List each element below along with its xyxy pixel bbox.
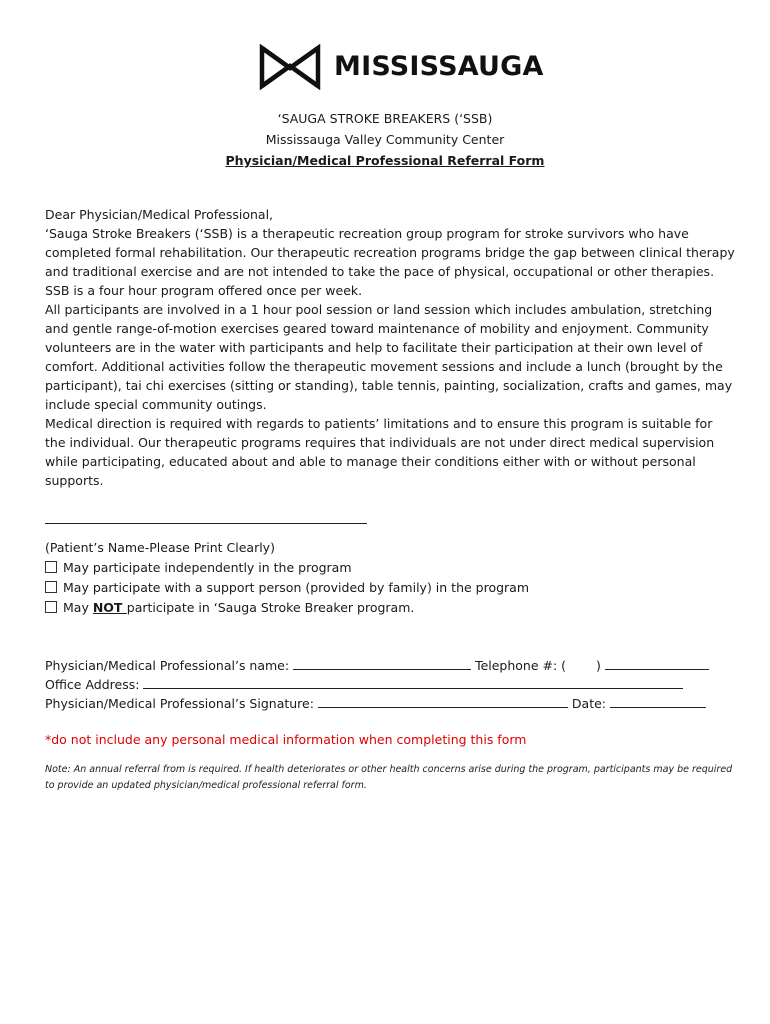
option-label: May participate with a support person (provided by family) in the program	[63, 580, 530, 595]
signature-row	[45, 694, 735, 713]
community-center: Mississauga Valley Community Center	[265, 132, 505, 147]
office-address-label: Office Address:	[45, 677, 140, 692]
telephone-close: )	[596, 658, 601, 673]
date-field[interactable]	[610, 695, 706, 708]
form-header	[0, 108, 770, 171]
paragraph-program: ‘Sauga Stroke Breakers (‘SSB) is a therapeutic recreation group program for stroke survivors who have completed formal rehabilitation. Our therapeutic recreation programs bridge the gap between clinical therapy and traditional exercise and are not intended to take the pace of physical, occupational or other therapies. SSB is a four hour program offered once per week.	[45, 226, 735, 298]
name-phone-row	[45, 656, 735, 675]
physician-fields	[45, 656, 735, 713]
address-row	[45, 675, 735, 694]
checkbox-icon[interactable]	[45, 601, 57, 613]
logo-wordmark: MISSISSAUGA	[334, 51, 544, 82]
paragraph-medical-direction: Medical direction is required with regards to patients’ limitations and to ensure this program is suitable for the individual. Our therapeutic programs requires that individuals are not under direct medical supervision while participating, educated about and able to manage their conditions either with or without personal supports.	[45, 416, 715, 488]
physician-name-label: Physician/Medical Professional’s name:	[45, 658, 290, 673]
option-label-post: participate in ‘Sauga Stroke Breaker program.	[126, 600, 415, 615]
checkbox-icon[interactable]	[45, 581, 57, 593]
salutation: Dear Physician/Medical Professional,	[45, 207, 274, 222]
letter-body	[45, 205, 735, 490]
paragraph-activities: All participants are involved in a 1 hour pool session or land session which includes ambulation, stretching and gentle range-of-motion exercises geared toward maintenance of mobility and enjoyment. Community volunteers are in the water with participants and help to facilitate their participation at their own level of comfort. Additional activities follow the therapeutic movement sessions and include a lunch (brought by the participant), tai chi exercises (sitting or standing), table tennis, painting, socialization, crafts and games, may include special community outings.	[45, 302, 733, 412]
signature-field[interactable]	[318, 695, 568, 708]
option-label-pre: May	[63, 600, 93, 615]
option-independent[interactable]	[45, 558, 529, 578]
date-label: Date:	[571, 696, 607, 711]
referral-note: Note: An annual referral from is required. If health deteriorates or other health concerns arise during the program, participants may be required to provide an updated physician/medical professional referral form.	[45, 764, 733, 791]
mississauga-mark-icon	[258, 44, 322, 90]
physician-name-field[interactable]	[293, 657, 471, 670]
mississauga-logo	[258, 44, 544, 90]
option-label: May participate independently in the program	[63, 560, 352, 575]
patient-name-line[interactable]	[45, 513, 367, 524]
form-title: Physician/Medical Professional Referral Form	[225, 153, 545, 168]
checkbox-icon[interactable]	[45, 561, 57, 573]
signature-label: Physician/Medical Professional’s Signature:	[45, 696, 314, 711]
option-not-participate[interactable]	[45, 598, 529, 618]
office-address-field[interactable]	[143, 676, 683, 689]
program-title: ‘SAUGA STROKE BREAKERS (‘SSB)	[277, 111, 493, 126]
option-support-person[interactable]	[45, 578, 529, 598]
telephone-label: Telephone #: (	[475, 658, 567, 673]
privacy-warning: *do not include any personal medical information when completing this form	[45, 732, 527, 747]
participation-options	[45, 538, 529, 618]
telephone-field[interactable]	[605, 657, 709, 670]
patient-name-caption: (Patient’s Name-Please Print Clearly)	[45, 540, 275, 555]
option-label-not: NOT	[92, 600, 127, 615]
